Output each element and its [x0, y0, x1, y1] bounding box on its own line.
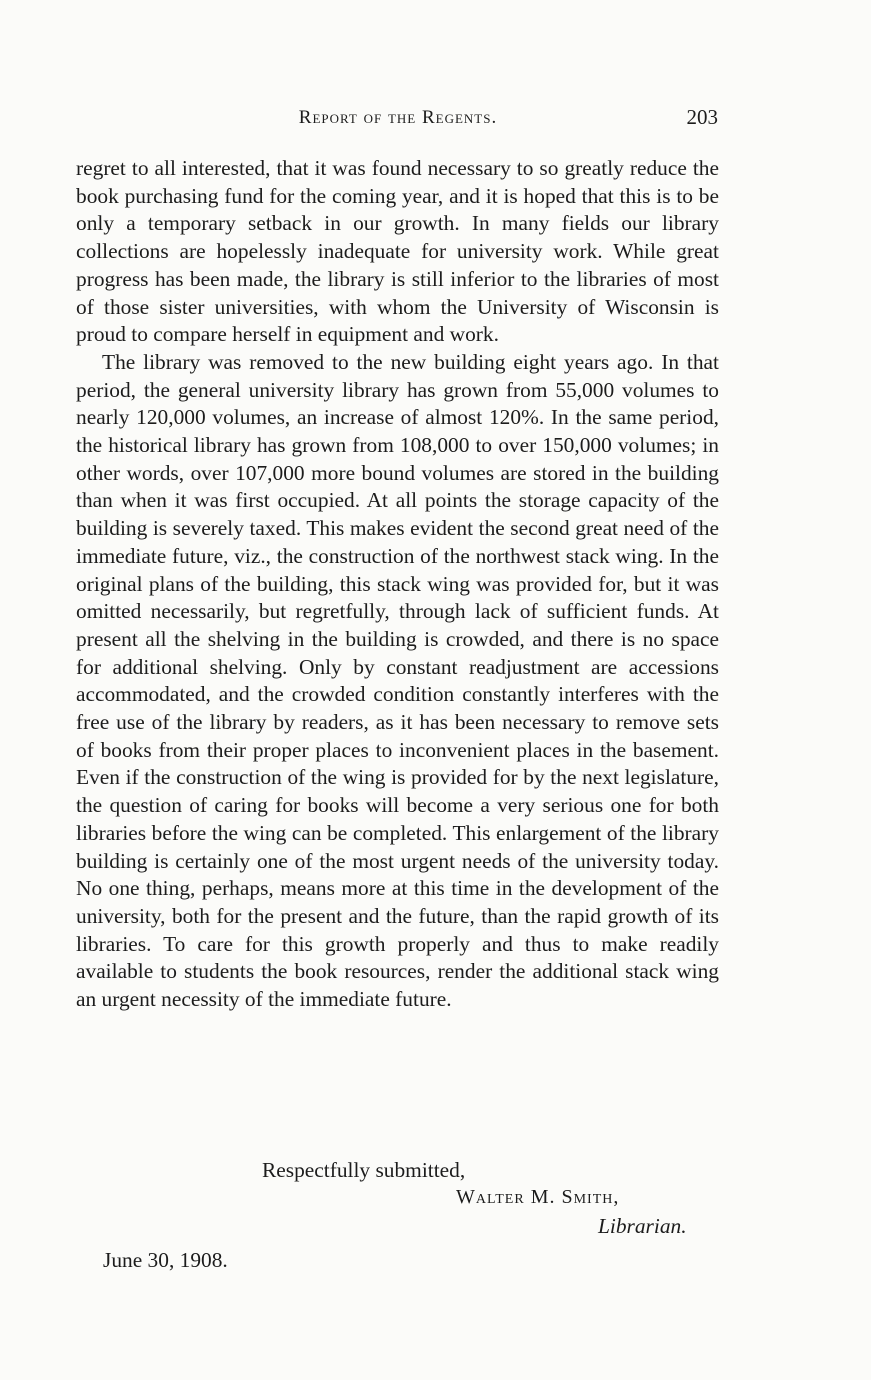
closing-salutation: Respectfully submitted, — [262, 1158, 466, 1182]
page-number: 203 — [686, 105, 718, 129]
paragraph-continued: regret to all interested, that it was found necessary to so greatly reduce the book purchasing fund for the coming year, and it is hoped that this is to be only a temporary setback in our growth. In many fields our library collections are hopelessly inadequate for university work. While great progress has been made, the library is still inferior to the libraries of most of those sister universities, with whom the University of Wisconsin is proud to compare herself in equipment and work. — [76, 156, 719, 347]
signature-title: Librarian. — [598, 1214, 687, 1238]
body-text — [76, 155, 719, 1014]
signature-name: Walter M. Smith, — [456, 1186, 620, 1208]
report-date: June 30, 1908. — [103, 1248, 228, 1272]
running-title: Report of the Regents. — [298, 107, 498, 128]
paragraph-library-growth: The library was removed to the new building eight years ago. In that period, the general university library has grown from 55,000 volumes to nearly 120,000 volumes, an increase of almost 120%. In the same period, the historical library has grown from 108,000 to over 150,000 volumes; in other words, over 107,000 more bound volumes are stored in the building than when it was first occupied. At all points the storage capacity of the building is severely taxed. This makes evident the second great need of the immediate future, viz., the construction of the northwest stack wing. In the original plans of the building, this stack wing was provided for, but it was omitted necessarily, but regretfully, through lack of sufficient funds. At present all the shelving in the building is crowded, and there is no space for additional shelving. Only by constant readjustment are accessions accommodated, and the crowded condition constantly interferes with the free use of the library by readers, as it has been necessary to remove sets of books from their proper places to inconvenient places in the basement. Even if the construction of the wing is provided for by the next legislature, the question of caring for books will become a very serious one for both libraries before the wing can be completed. This enlargement of the library building is certainly one of the most urgent needs of the university today. No one thing, perhaps, means more at this time in the development of the university, both for the present and the future, than the rapid growth of its libraries. To care for this growth properly and thus to make readily available to students the book resources, render the additional stack wing an urgent necessity of the immediate future. — [76, 349, 719, 1012]
page-header — [78, 107, 718, 137]
